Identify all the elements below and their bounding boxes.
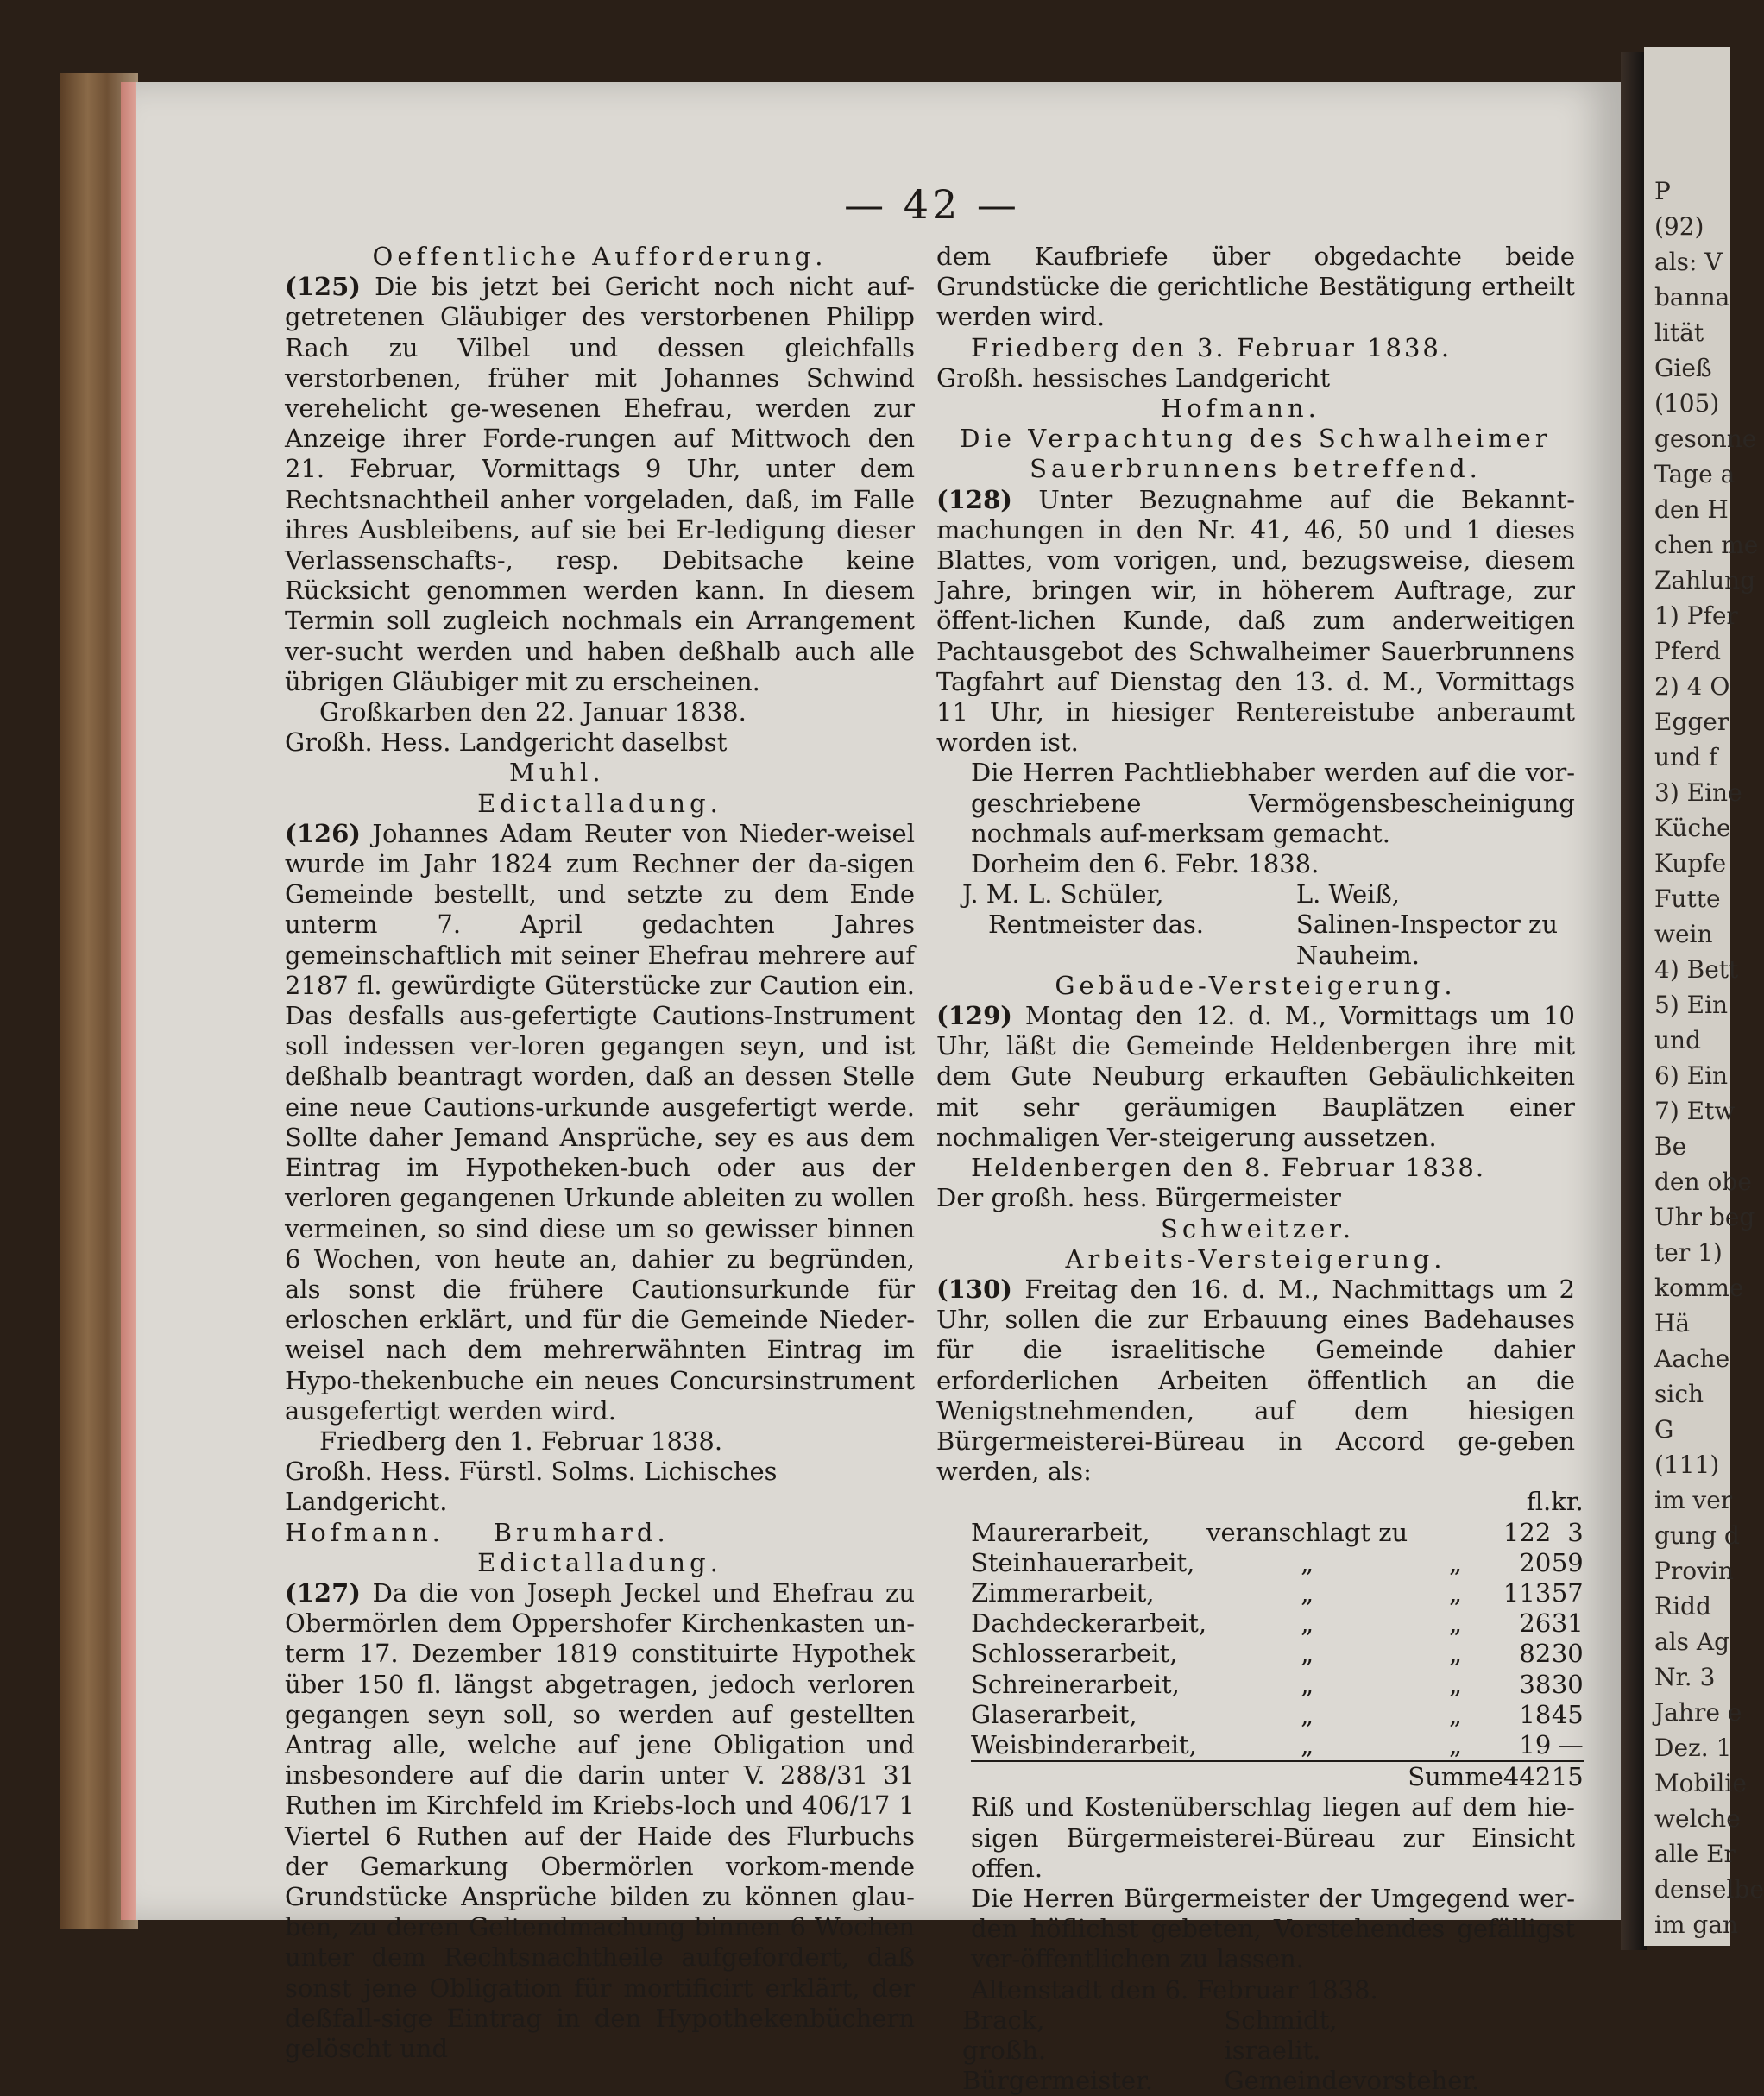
next-page-fragment: den H	[1654, 495, 1729, 524]
cell-fl: 113	[1503, 1577, 1552, 1608]
cell-item: Zimmerarbeit,	[971, 1577, 1155, 1608]
authority: Der großh. hess. Bürgermeister	[936, 1183, 1341, 1213]
notice-body: (128) Unter Bezugnahme auf die Bekannt-machungen in den Nr. 41, 46, 50 und 1 dieses Blattes, vom vorigen, und, bezugsweise, diesem Jahre, bringen wir, in höherem Auftrage, zur öffent-lichen Kunde, daß zum anderweitigen Pachtausgebot des Schwalheimer Sauerbrunnens Tagfahrt auf Dienstag den 13. d. M., Vormittags 11 Uhr, in hiesiger Rentereistube anberaumt worden ist.	[936, 484, 1576, 758]
authority: Großh. Hess. Landgericht daselbst	[285, 727, 728, 758]
next-page-fragment: Jahre e	[1654, 1698, 1742, 1727]
next-page-fragment: 5) Ein	[1654, 991, 1729, 1019]
signatures	[936, 2005, 1575, 2096]
cell-note: veranschlagt zu	[1206, 1517, 1408, 1547]
cell-kr: 59	[1551, 1547, 1584, 1577]
next-page-fragment: Provin	[1654, 1557, 1734, 1585]
notice-number: (128)	[936, 484, 1012, 514]
cell-fl: 82	[1519, 1639, 1552, 1669]
cell-kr: 57	[1551, 1577, 1584, 1608]
next-page-fragment: Nr. 3	[1654, 1663, 1716, 1691]
notice-body: Die Herren Pachtliebhaber werden auf die vor-geschriebene Vermögensbescheinigung nochmals auf-merksam gemacht.	[971, 758, 1575, 848]
next-page-fragment: Zahlung	[1654, 566, 1756, 595]
authority: Landgericht.	[285, 1487, 448, 1517]
next-page-fragment: Gieß	[1654, 354, 1712, 382]
cell-kr: 3	[1567, 1517, 1584, 1547]
next-page-fragment: und f	[1654, 743, 1718, 771]
table-row	[971, 1700, 1584, 1730]
authority: Großh. Hess. Fürstl. Solms. Lichisches	[285, 1457, 778, 1487]
next-page-fragment: wein	[1654, 920, 1713, 948]
next-page-fragment: Tage a	[1654, 460, 1736, 488]
cell-ditto	[1408, 1518, 1503, 1548]
next-page-fragment: Dez. 1	[1654, 1734, 1732, 1762]
next-page-fragment: Egger	[1654, 708, 1729, 736]
next-page-fragment: 3) Eine	[1654, 778, 1742, 807]
notice-heading: Oeffentliche Aufforderung.	[372, 242, 828, 271]
cost-table	[971, 1487, 1584, 1792]
table-row	[971, 1670, 1584, 1700]
cell-fl: 19	[1519, 1729, 1552, 1759]
cell-kr: 45	[1551, 1699, 1584, 1729]
book-gutter	[1621, 52, 1647, 1950]
cell-kr: —	[1558, 1729, 1584, 1759]
notice-body: (129) Montag den 12. d. M., Vormittags um 10 Uhr, läßt die Gemeinde Heldenbergen ihre mit dem Gute Neuburg erkauften Gebäulichkeiten mit sehr geräumigen Bauplätzen einer nochmaligen Ver-steigerung aussetzen.	[936, 1001, 1575, 1152]
cell-kr: 31	[1551, 1608, 1584, 1639]
place-date: Dorheim den 6. Febr. 1838.	[971, 849, 1320, 879]
cell-note: „	[1301, 1639, 1314, 1669]
signers: Hofmann. Brumhard.	[285, 1517, 670, 1547]
table-row	[971, 1608, 1584, 1639]
next-page-fragment: Be	[1654, 1132, 1687, 1161]
cell-ditto: „	[1449, 1639, 1463, 1669]
notice-126	[285, 789, 915, 1548]
next-page-fragment: P	[1654, 177, 1671, 205]
next-page-fragment: Küche	[1654, 814, 1731, 842]
notice-heading: Gebäude-Versteigerung.	[1055, 970, 1457, 1000]
signature-right: Schmidt, israelit. Gemeindevorsteher.	[1224, 2005, 1480, 2096]
next-page-fragment: alle Er	[1654, 1840, 1736, 1868]
next-page-fragment: gung d	[1654, 1521, 1740, 1550]
next-page-fragment: Kupfe	[1654, 849, 1727, 878]
next-page-fragment: Pferd	[1654, 637, 1722, 665]
page-edge	[121, 82, 138, 1920]
cell-item: Steinhauerarbeit,	[971, 1547, 1195, 1577]
cell-fl: 38	[1519, 1669, 1552, 1699]
sum-cell	[971, 1761, 1206, 1792]
notice-body: (130) Freitag den 16. d. M., Nachmittags um 2 Uhr, sollen die zur Erbauung eines Badehauses für die israelitische Gemeinde dahier erforderlichen Arbeiten öffentlich an die Wenigstnehmenden, auf dem hiesigen Bürgermeisterei-Büreau in Accord ge-geben werden, als:	[936, 1274, 1575, 1487]
next-page-edge	[1644, 47, 1764, 1946]
notice-number: (126)	[285, 818, 361, 848]
cell-item: Schreinerarbeit,	[971, 1669, 1180, 1699]
notice-heading: Edictalladung.	[477, 788, 722, 818]
next-page-fragment: Hä	[1654, 1309, 1691, 1338]
next-page-fragment: gesonne	[1654, 425, 1757, 453]
sum-cell: 442	[1503, 1762, 1552, 1792]
next-page-fragment: 7) Etw	[1654, 1097, 1736, 1125]
notice-body: dem Kaufbriefe über obgedachte beide Grundstücke die gerichtliche Bestätigung ertheilt werden wird.	[936, 242, 1575, 332]
notice-127-continued	[936, 242, 1575, 424]
sum-cell	[1206, 1761, 1408, 1792]
cell-ditto: „	[1449, 1547, 1463, 1577]
cell-ditto: „	[1449, 1729, 1463, 1759]
notice-heading: Arbeits-Versteigerung.	[1065, 1243, 1446, 1274]
place-date: Friedberg den 3. Februar 1838.	[971, 332, 1452, 362]
cell-note: „	[1301, 1577, 1314, 1608]
next-page-fragment: Futte	[1654, 884, 1721, 913]
sum-row	[971, 1761, 1584, 1792]
right-column	[936, 242, 1584, 2096]
next-page-fragment: im gan	[1654, 1910, 1739, 1939]
next-page-fragment: (92)	[1654, 212, 1704, 241]
cell-item: Glaserarbeit,	[971, 1699, 1137, 1729]
next-page-fragment: (111)	[1654, 1451, 1720, 1479]
cell-note: „	[1301, 1699, 1314, 1729]
cell-kr: 30	[1551, 1669, 1584, 1699]
notice-number: (129)	[936, 1001, 1012, 1031]
next-page-fragment: als Ag	[1654, 1627, 1730, 1656]
sum-cell: 15	[1551, 1762, 1584, 1792]
cell-ditto: „	[1449, 1669, 1463, 1699]
cell-note: „	[1301, 1669, 1314, 1699]
cell-item: Weisbinderarbeit,	[971, 1729, 1197, 1759]
signer: Hofmann.	[1161, 393, 1320, 424]
cell-ditto: „	[1449, 1608, 1463, 1639]
place-date: Friedberg den 1. Februar 1838.	[319, 1426, 723, 1456]
notice-127	[285, 1548, 915, 2064]
next-page-fragment: chen me	[1654, 531, 1759, 559]
cell-item: Schlosserarbeit,	[971, 1639, 1178, 1669]
authority: Großh. hessisches Landgericht	[936, 362, 1331, 393]
next-page-fragment: welche	[1654, 1804, 1741, 1833]
cell-fl: 18	[1519, 1699, 1552, 1729]
notice-body: Die Herren Bürgermeister der Umgegend wer-den höflichst gebeten, Vorstehendes gefälligst ver-öffentlichen zu lassen.	[971, 1883, 1575, 1974]
next-page-fragment: Mobilie	[1654, 1769, 1747, 1797]
place-date: Heldenbergen den 8. Februar 1838.	[971, 1153, 1486, 1183]
table-row	[971, 1518, 1584, 1548]
cell-ditto: „	[1449, 1699, 1463, 1729]
next-page-fragment: G	[1654, 1415, 1674, 1444]
notice-number: (125)	[285, 272, 361, 302]
signer: Schweitzer.	[1161, 1213, 1356, 1243]
notice-128	[936, 424, 1575, 971]
notice-body: (127) Da die von Joseph Jeckel und Ehefrau zu Obermörlen dem Oppershofer Kirchenkasten un-term 17. Dezember 1819 constituirte Hypothek über 150 fl. längst abgetragen, jedoch verloren gegangen seyn soll, so werden auf gestellten Antrag alle, welche auf jene Obligation und insbesondere auf die darin unter V. 288/31 31 Ruthen im Kirchfeld im Kriebs-loch und 406/17 1 Viertel 6 Ruthen auf der Haide des Flurbuchs der Gemarkung Obermörlen vorkom-mende Grundstücke Ansprüche bilden zu können glau-ben, zu deren Geltendmachung binnen 6 Wochen unter dem Rechtsnachtheile aufgefordert, daß sonst jene Obligation für mortificirt erklärt, der deßfall-sige Eintrag in den Hypothekenbüchern gelöscht und	[285, 1577, 915, 2063]
notice-heading: Sauerbrunnens betreffend.	[1030, 454, 1482, 484]
notice-body: Riß und Kostenüberschlag liegen auf dem hie-sigen Bürgermeisterei-Büreau zur Einsicht offen.	[971, 1792, 1575, 1883]
cell-note: „	[1301, 1729, 1314, 1759]
place-date: Großkarben den 22. Januar 1838.	[319, 697, 747, 727]
next-page-fragment: Aache	[1654, 1344, 1730, 1373]
next-page-fragment: lität	[1654, 318, 1704, 347]
table-row	[971, 1730, 1584, 1761]
next-page-fragment: 4) Bett	[1654, 955, 1739, 984]
notice-number: (127)	[285, 1577, 361, 1608]
next-page-fragment: komme	[1654, 1274, 1744, 1302]
signature-right: L. Weiß, Salinen-Inspector zu Nauheim.	[1295, 879, 1558, 970]
next-page-fragment: im ver	[1654, 1486, 1733, 1514]
next-page-fragment: den obe	[1654, 1168, 1752, 1196]
table-row	[971, 1639, 1584, 1669]
next-page-fragment: und	[1654, 1026, 1701, 1054]
signature-left: J. M. L. Schüler, Rentmeister das.	[962, 879, 1204, 940]
next-page-fragment: Ridd	[1654, 1592, 1711, 1621]
table-row	[971, 1548, 1584, 1578]
next-page-fragment: banna	[1654, 283, 1730, 312]
signatures	[936, 879, 1575, 971]
next-page-fragment: (105)	[1654, 389, 1720, 418]
page-number: — 42 —	[844, 181, 1020, 228]
notice-number: (130)	[936, 1274, 1012, 1304]
cost-table-header: fl. kr.	[1526, 1487, 1584, 1517]
cell-fl: 26	[1519, 1608, 1552, 1639]
signer: Muhl.	[509, 758, 605, 788]
signature-left: Brack, großh. Bürgermeister.	[962, 2005, 1153, 2096]
cell-ditto: „	[1449, 1577, 1463, 1608]
left-column	[285, 242, 915, 2064]
next-page-fragment: 1) Pfer	[1654, 601, 1738, 630]
next-page-fragment: Uhr beg	[1654, 1203, 1755, 1231]
sum-cell: Summe	[1408, 1762, 1503, 1792]
notice-heading: Edictalladung.	[477, 1547, 722, 1577]
next-page-fragment: sich	[1654, 1380, 1704, 1408]
cell-kr: 30	[1551, 1639, 1584, 1669]
table-row	[971, 1578, 1584, 1608]
notice-body: (126) Johannes Adam Reuter von Nieder-weisel wurde im Jahr 1824 zum Rechner der da-sigen Gemeinde bestellt, und setzte zu dem Ende unterm 7. April gedachten Jahres gemeinschaftlich mit seiner Ehefrau mehrere auf 2187 fl. gewürdigte Güterstücke zur Caution ein. Das desfalls aus-gefertigte Cautions-Instrument soll indessen ver-loren gegangen seyn, und ist deßhalb beantragt worden, daß an dessen Stelle eine neue Cautions-urkunde ausgefertigt werde. Sollte daher Jemand Ansprüche, sey es aus dem Eintrag im Hypotheken-buch oder aus der verloren gegangenen Urkunde ableiten zu wollen vermeinen, so sind diese um so gewisser binnen 6 Wochen, von heute an, dahier zu begründen, als sonst die frühere Cautionsurkunde für erloschen erklärt, und für die Gemeinde Nieder-weisel nach dem mehrerwähnten Eintrag im Hypo-thekenbuche ein neues Concursinstrument ausgefertigt werden wird.	[285, 818, 915, 1426]
cell-item: Maurerarbeit,	[971, 1517, 1150, 1547]
cell-note: „	[1301, 1547, 1314, 1577]
notice-130	[936, 1243, 1584, 2096]
next-page-fragment: als: V	[1654, 248, 1723, 276]
cell-note: „	[1301, 1608, 1314, 1639]
cell-item: Dachdeckerarbeit,	[971, 1608, 1207, 1639]
cell-fl: 122	[1503, 1517, 1552, 1547]
next-page-fragment: ter 1)	[1654, 1238, 1723, 1267]
cell-fl: 20	[1519, 1547, 1552, 1577]
notice-body: (125) Die bis jetzt bei Gericht noch nicht auf-getretenen Gläubiger des verstorbenen Philipp Rach zu Vilbel und dessen gleichfalls verstorbenen, früher mit Johannes Schwind verehelicht ge-wesenen Ehefrau, werden zur Anzeige ihrer Forde-rungen auf Mittwoch den 21. Februar, Vormittags 9 Uhr, unter dem Rechtsnachtheil anher vorgeladen, daß, im Falle ihres Ausbleibens, auf sie bei Er-ledigung dieser Verlassenschafts-, resp. Debitsache keine Rücksicht genommen werden kann. In diesem Termin soll zugleich nochmals ein Arrangement ver-sucht werden und haben deßhalb auch alle übrigen Gläubiger mit zu erscheinen.	[285, 272, 916, 696]
notice-129	[936, 971, 1575, 1244]
notice-125	[285, 242, 915, 789]
next-page-fragment: 6) Ein	[1654, 1061, 1729, 1090]
place-date: Altenstadt den 6. Februar 1838.	[971, 1974, 1378, 2005]
notice-heading: Die Verpachtung des Schwalheimer	[960, 424, 1552, 454]
next-page-fragment: 2) 4 O	[1654, 672, 1730, 701]
next-page-fragment: denselbe	[1654, 1875, 1764, 1904]
